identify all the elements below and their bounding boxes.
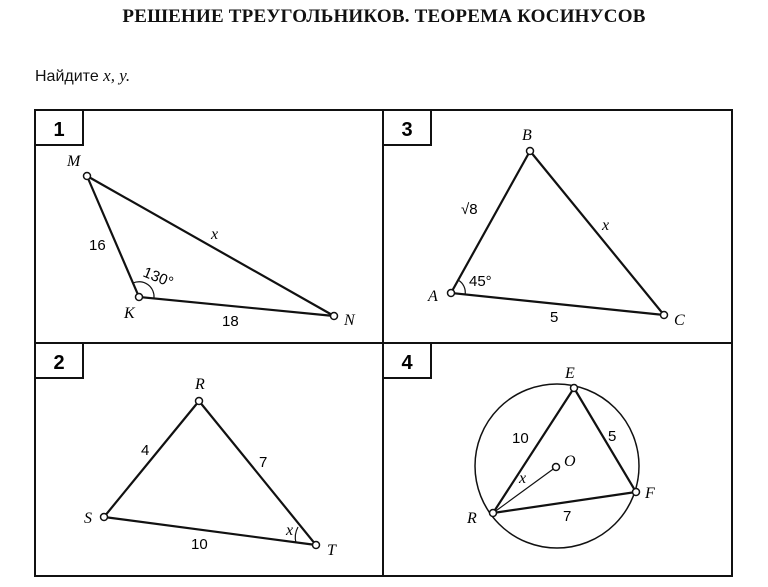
page-title: РЕШЕНИЕ ТРЕУГОЛЬНИКОВ. ТЕОРЕМА КОСИНУСОВ (122, 6, 646, 27)
label-c: C (674, 312, 685, 329)
angle-k-value: 130° (140, 263, 176, 292)
label-k: K (124, 305, 135, 322)
point-m (84, 173, 91, 180)
point-o (553, 464, 560, 471)
angle-t-arc (295, 527, 298, 543)
problem-number-2: 2 (53, 352, 65, 374)
point-s (101, 514, 108, 521)
point-t (313, 542, 320, 549)
label-e: E (565, 365, 575, 382)
side-mk-value: 16 (89, 237, 106, 254)
segment-ro-variable: x (519, 470, 527, 487)
label-o: O (564, 453, 576, 470)
side-ab-value: √8 (461, 201, 478, 218)
point-k (136, 294, 143, 301)
side-rt-value: 7 (259, 454, 268, 471)
point-b (527, 148, 534, 155)
side-ef-value: 5 (608, 428, 617, 445)
label-r: R (195, 376, 205, 393)
triangle-mkn (84, 173, 338, 320)
side-rs-value: 4 (141, 442, 150, 459)
point-n (331, 313, 338, 320)
problem-number-3: 3 (401, 119, 413, 141)
problem-number-1: 1 (53, 119, 65, 141)
triangle-abc (448, 148, 668, 319)
instruction-text: Найдите (35, 68, 99, 85)
point-r4 (490, 510, 497, 517)
inscribed-triangle (475, 384, 640, 548)
label-a: A (428, 288, 438, 305)
label-m: M (67, 153, 81, 170)
side-st-value: 10 (191, 536, 208, 553)
point-r (196, 398, 203, 405)
side-re-value: 10 (512, 430, 529, 447)
angle-a-value: 45° (469, 273, 492, 290)
label-n: N (344, 312, 355, 329)
label-r4: R (467, 510, 477, 527)
instruction-vars: x, y. (103, 66, 131, 85)
side-rf-value: 7 (563, 508, 572, 525)
side-mn-variable: x (211, 226, 219, 243)
side-kn-value: 18 (222, 313, 239, 330)
label-b: B (522, 127, 532, 144)
point-e (571, 385, 578, 392)
angle-t-variable: x (286, 522, 294, 539)
point-a (448, 290, 455, 297)
triangle-abc-outline (451, 151, 664, 315)
side-ac-value: 5 (550, 309, 559, 326)
triangle-rst-outline (104, 401, 316, 545)
label-f: F (645, 485, 655, 502)
label-t: T (327, 542, 336, 559)
point-c (661, 312, 668, 319)
point-f (633, 489, 640, 496)
side-bc-variable: x (602, 217, 610, 234)
label-s: S (84, 510, 92, 527)
problem-number-4: 4 (401, 352, 413, 374)
triangle-mkn-outline (87, 176, 334, 316)
